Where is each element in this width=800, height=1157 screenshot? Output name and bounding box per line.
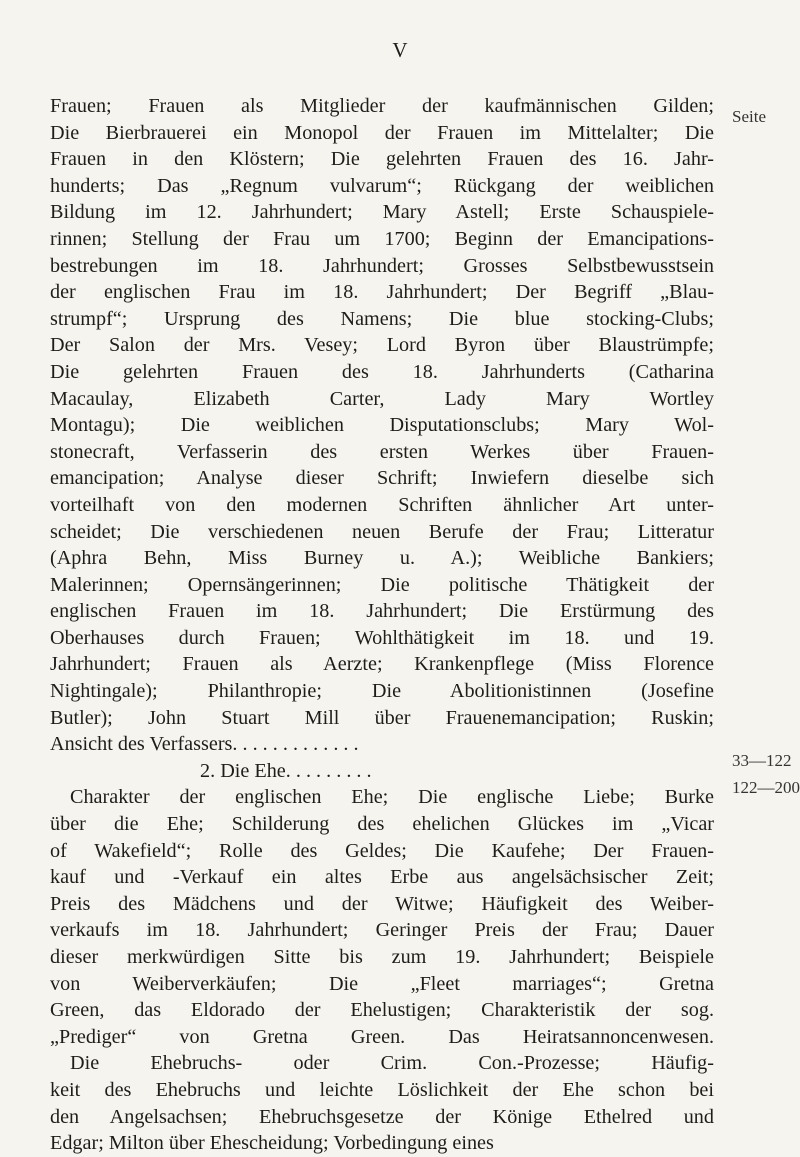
toc-line: scheidet; Die verschiedenen neuen Berufe der Frau; Litteratur <box>50 520 714 543</box>
toc-line: of Wakefield“; Rolle des Geldes; Die Kaufehe; Der Frauen- <box>50 839 714 862</box>
toc-line: (Aphra Behn, Miss Burney u. A.); Weibliche Bankiers; <box>50 547 714 570</box>
toc-line: Die gelehrten Frauen des 18. Jahrhunderts (Catharina <box>50 360 714 383</box>
toc-line: Der Salon der Mrs. Vesey; Lord Byron über Blaustrümpfe; <box>50 334 714 357</box>
toc-line: Die Bierbrauerei ein Monopol der Frauen im Mittelalter; Die <box>50 121 714 144</box>
toc-line: dieser merkwürdigen Sitte bis zum 19. Jahrhundert; Beispiele <box>50 946 714 968</box>
toc-line: Edgar; Milton über Ehescheidung; Vorbedingung eines <box>50 1132 494 1155</box>
toc-line: Jahrhundert; Frauen als Aerzte; Krankenpflege (Miss Florence <box>50 653 714 676</box>
page-number: V <box>392 38 408 62</box>
toc-line: vorteilhaft von den modernen Schriften ähnlicher Art unter- <box>50 493 714 516</box>
toc-line: verkaufs im 18. Jahrhundert; Geringer Preis der Frau; Dauer <box>50 919 714 942</box>
toc-line: von Weiberverkäufen; Die „Fleet marriages“; Gretna <box>50 972 714 995</box>
page-range-section-2: 122—200 <box>732 778 800 797</box>
toc-line: Frauen in den Klöstern; Die gelehrten Frauen des 16. Jahr- <box>50 148 714 171</box>
toc-line: über die Ehe; Schilderung des ehelichen Glückes im „Vicar <box>50 813 714 836</box>
toc-line: Bildung im 12. Jahrhundert; Mary Astell; Erste Schauspiele- <box>50 201 714 224</box>
toc-line: kauf und -Verkauf ein altes Erbe aus angelsächsischer Zeit; <box>50 866 714 889</box>
toc-line: strumpf“; Ursprung des Namens; Die blue stocking-Clubs; <box>50 307 714 330</box>
toc-line: Preis des Mädchens und der Witwe; Häufigkeit des Weiber- <box>50 892 714 915</box>
toc-line: Butler); John Stuart Mill über Frauenemancipation; Ruskin; <box>50 706 714 729</box>
page-range-section-1: 33—122 <box>732 751 792 770</box>
toc-line: Nightingale); Philanthropie; Die Abolitionistinnen (Josefine <box>50 680 714 703</box>
toc-line: Frauen; Frauen als Mitglieder der kaufmännischen Gilden; <box>50 95 714 117</box>
seite-label: Seite <box>732 107 766 126</box>
toc-line: hunderts; Das „Regnum vulvarum“; Rückgang der weiblichen <box>50 174 714 197</box>
toc-line: Oberhauses durch Frauen; Wohlthätigkeit im 18. und 19. <box>50 626 714 649</box>
toc-line: der englischen Frau im 18. Jahrhundert; Der Begriff „Blau- <box>50 281 714 304</box>
toc-line: Ansicht des Verfassers. . . . . . . . . . . . . <box>50 733 359 756</box>
toc-line: bestrebungen im 18. Jahrhundert; Grosses Selbstbewusstsein <box>50 254 714 277</box>
toc-line: stonecraft, Verfasserin des ersten Werkes über Frauen- <box>50 440 714 463</box>
toc-line: Charakter der englischen Ehe; Die englische Liebe; Burke <box>70 786 714 809</box>
toc-line: keit des Ehebruchs und leichte Löslichkeit der Ehe schon bei <box>50 1078 714 1101</box>
section-heading-die-ehe: 2. Die Ehe. . . . . . . . . <box>200 759 372 782</box>
toc-line: rinnen; Stellung der Frau um 1700; Beginn der Emancipations- <box>50 227 714 250</box>
toc-line: „Prediger“ von Gretna Green. Das Heiratsannoncenwesen. <box>50 1025 714 1048</box>
toc-line: Macaulay, Elizabeth Carter, Lady Mary Wortley <box>50 387 714 410</box>
toc-line: Montagu); Die weiblichen Disputationsclubs; Mary Wol- <box>50 414 714 437</box>
toc-body <box>50 93 714 1157</box>
toc-line: Die Ehebruchs- oder Crim. Con.-Prozesse; Häufig- <box>70 1052 714 1075</box>
toc-line: Green, das Eldorado der Ehelustigen; Charakteristik der sog. <box>50 999 714 1022</box>
toc-line: Malerinnen; Opernsängerinnen; Die politische Thätigkeit der <box>50 573 714 596</box>
toc-line: emancipation; Analyse dieser Schrift; Inwiefern dieselbe sich <box>50 467 714 490</box>
toc-line: den Angelsachsen; Ehebruchsgesetze der Könige Ethelred und <box>50 1105 714 1128</box>
toc-line: englischen Frauen im 18. Jahrhundert; Die Erstürmung des <box>50 600 714 623</box>
